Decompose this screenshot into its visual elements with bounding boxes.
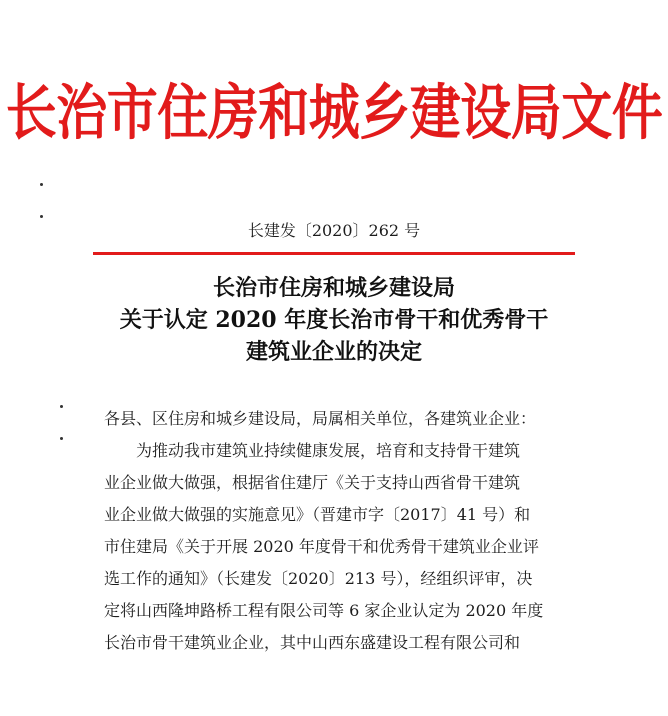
salutation: 各县、区住房和城乡建设局，局属相关单位，各建筑业企业：	[104, 409, 537, 428]
body-line: 定将山西隆坤路桥工程有限公司等 6 家企业认定为 2020 年度	[104, 601, 544, 620]
body-line: 为推动我市建筑业持续健康发展，培育和支持骨干建筑	[136, 441, 521, 460]
document-body	[104, 403, 574, 659]
margin-dot	[60, 405, 63, 408]
margin-dot	[40, 215, 43, 218]
title-line: 建筑业企业的决定	[245, 339, 422, 365]
body-line: 选工作的通知》（长建发〔2020〕213 号），经组织评审，决	[104, 569, 533, 588]
body-line: 市住建局《关于开展 2020 年度骨干和优秀骨干建筑业企业评	[104, 537, 539, 556]
document-title	[0, 272, 668, 368]
body-line: 长治市骨干建筑业企业，其中山西东盛建设工程有限公司和	[104, 633, 521, 652]
body-line: 业企业做大做强的实施意见》（晋建市字〔2017〕41 号）和	[104, 505, 531, 524]
margin-dot	[40, 183, 43, 186]
title-line: 关于认定 2020 年度长治市骨干和优秀骨干	[119, 307, 549, 333]
margin-dot	[60, 437, 63, 440]
agency-header-title: 长治市住房和城乡建设局文件	[5, 78, 663, 149]
red-divider-line	[93, 252, 575, 255]
document-number: 长建发〔2020〕262 号	[247, 221, 421, 240]
body-line: 业企业做大做强，根据省住建厅《关于支持山西省骨干建筑	[104, 473, 521, 492]
title-line: 长治市住房和城乡建设局	[212, 275, 455, 301]
